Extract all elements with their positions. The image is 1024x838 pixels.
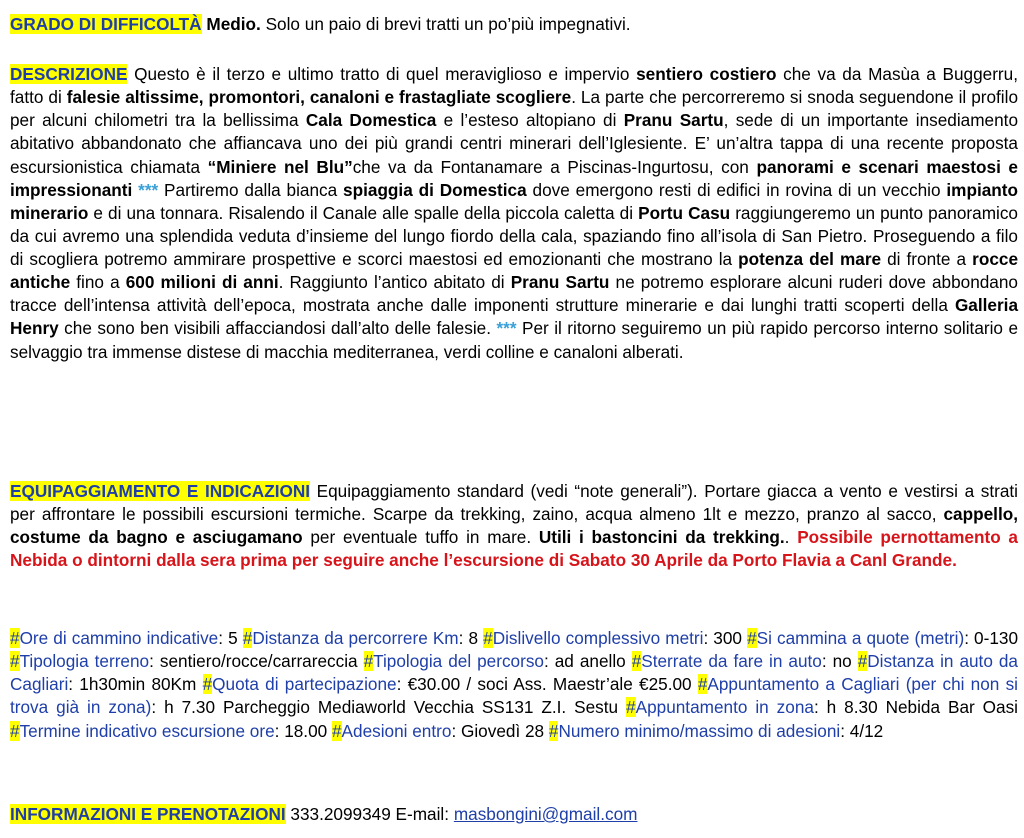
stars-mark: *** [138,179,159,200]
text-run: . Raggiunto l’antico abitato di [278,272,511,293]
hash-mark: # [697,674,708,695]
detail-value: : 0-130 [964,628,1019,648]
info-heading: INFORMAZIONI E PRENOTAZIONI [10,804,286,824]
bold-text: spiaggia di Domestica [343,179,527,200]
hash-mark: # [331,720,342,741]
hash-mark: # [548,720,559,741]
detail-label: Distanza da percorrere Km [252,628,459,648]
stars-mark: *** [496,318,517,339]
text-run: Partiremo dalla bianca [158,179,344,200]
hash-mark: # [10,628,20,648]
bold-text: Pranu Sartu [623,110,724,131]
detail-value: : sentiero/rocce/carrareccia [149,651,364,672]
detail-label: Dislivello complessivo metri [492,628,704,648]
bold-text: Utili i bastoncini da trekking. [538,527,785,548]
detail-label: Numero minimo/massimo di adesioni [558,720,841,741]
description-paragraph [10,63,1018,364]
text-run: . La parte che percorreremo si snoda seguendone il profilo per alcuni chilometri tra la bellissima [10,87,1019,131]
bold-text: falesie altissime, promontori, canaloni e frastagliate scogliere [66,87,572,108]
bold-text: “Miniere nel Blu” [207,156,353,177]
text-run: e l’esteso altopiano di [436,110,624,131]
hash-mark: # [631,651,642,672]
detail-value: : 8 [458,628,484,648]
hash-mark: # [747,628,757,648]
text-run: Equipaggiamento standard (vedi “note generali”). Portare giacca a vento e vestirsi a strati per affrontare le possibili escursioni termiche. Scarpe da trekking, zaino, acqua almeno 1lt e mezzo, pranzo al sacco, [10,481,1019,525]
detail-value: : h 8.30 Nebida Bar Oasi [813,697,1019,718]
detail-label: Tipologia del percorso [373,651,544,672]
detail-label: Appuntamento a Cagliari (per chi non si trova già in zona) [10,674,1018,718]
bold-text: Pranu Sartu [510,272,610,293]
description-heading: DESCRIZIONE [10,64,128,84]
text-run: e di una tonnara. Risalendo il Canale alle spalle della piccola caletta di [88,202,639,223]
detail-label: Adesioni entro [341,720,452,741]
difficulty-paragraph [10,13,1018,36]
bold-text: potenza del mare [738,249,882,269]
text-run: per eventuale tuffo in mare. [302,527,539,548]
bold-text: rocce antiche [10,249,1019,293]
text-run: Questo è il terzo e ultimo tratto di quel meraviglioso e impervio [127,64,637,84]
bold-text: sentiero costiero [636,64,777,84]
hash-mark: # [202,674,213,695]
hash-mark: # [242,628,253,648]
detail-value: : ad anello [544,651,632,672]
text-run: che va da Fontanamare a Piscinas-Ingurtosu, con [352,156,757,177]
detail-value: : 5 [218,628,243,648]
detail-value: : 1h30min 80Km [68,674,203,695]
detail-label: Quota di partecipazione [212,674,397,695]
detail-label: Sterrate da fare in auto [641,651,822,672]
detail-value: : €30.00 / soci Ass. Maestr’ale €25.00 [396,674,698,695]
bold-text: impianto minerario [10,179,1019,223]
bold-text: 600 milioni di anni [125,272,279,293]
detail-value: : h 7.30 Parcheggio Mediaworld Vecchia SS131 Z.I. Sestu [151,697,627,718]
difficulty-text: Solo un paio di brevi tratti un po’più impegnativi. [260,14,631,34]
text-run: Per il ritorno seguiremo un più rapido percorso interno solitario e selvaggio tra immense distese di macchia mediterranea, verdi colline e canaloni alberati. [10,318,1018,362]
text-run: dove emergono resti di edifici in rovina di un vecchio [526,179,947,200]
detail-label: Appuntamento in zona [635,697,814,718]
difficulty-heading: GRADO DI DIFFICOLTÀ [10,14,202,34]
detail-value: : 300 [703,628,748,648]
bold-text: Portu Casu [638,202,731,223]
email-link[interactable]: masbongini@gmail.com [453,804,638,824]
detail-value: : 18.00 [274,720,332,741]
detail-value: : no [821,651,858,672]
bold-text: Cala Domestica [305,110,437,131]
text-run: che va da Masùa a Buggerru, fatto di [10,64,1018,108]
bold-text: cappello, costume da bagno e asciugamano [10,504,1018,548]
detail-label: Distanza in auto da Cagliari [10,651,1018,695]
details-paragraph [10,627,1018,743]
bold-text: Galleria Henry [10,295,1018,339]
hash-mark: # [857,651,868,672]
hash-mark: # [483,628,493,648]
description-body [10,64,1018,362]
notice-text: Possibile pernottamento a Nebida o dintorni dalla sera prima per seguire anche l’escursione di Sabato 30 Aprile da Porto Flavia a Canl Grande. [10,527,1018,571]
detail-label: Termine indicativo escursione ore [19,720,275,741]
equipment-paragraph [10,480,1018,573]
detail-value: : 4/12 [840,720,884,741]
hash-mark: # [626,697,636,718]
equipment-heading: EQUIPAGGIAMENTO E INDICAZIONI [10,481,311,501]
text-run: raggiungeremo un punto panoramico da cui avremo una splendida veduta d’insieme del lungo fiordo della cala, spaziando fino all’isola di San Pietro. Proseguendo a filo di scogliera potremo ammirare prospettive e scorci maestosi ed emozionanti che mostrano la [10,202,1018,269]
text-run: che sono ben visibili affacciandosi dall’alto delle falesie. [58,318,497,339]
text-run: di fronte a [881,249,973,269]
detail-label: Ore di cammino indicative [19,628,219,648]
hash-mark: # [10,720,20,741]
info-paragraph [10,803,1018,826]
detail-label: Si cammina a quote (metri) [756,628,965,648]
text-run: , sede di un importante insediamento abitativo abbandonato che affiancava uno dei più grandi centri minerari dell’Iglesiente. E’ un’altra tappa di una recente proposta escursionistica chiamata [10,110,1018,177]
hash-mark: # [10,651,20,672]
phone-text: 333.2099349 E-mail: [285,804,454,824]
text-run: ne potremo esplorare alcuni ruderi dove abbondano tracce dell’intensa attività dell’epoca, mostrata anche dalle imponenti strutture minerarie e dai lunghi tratti scoperti della [10,272,1018,316]
bold-text: panorami e scenari maestosi e impressionanti [10,156,1018,200]
hash-mark: # [363,651,374,672]
detail-label: Tipologia terreno [19,651,150,672]
difficulty-level: Medio. [206,14,261,34]
detail-value: : Giovedì 28 [451,720,549,741]
text-run: . [784,527,798,548]
text-run: fino a [70,272,126,293]
